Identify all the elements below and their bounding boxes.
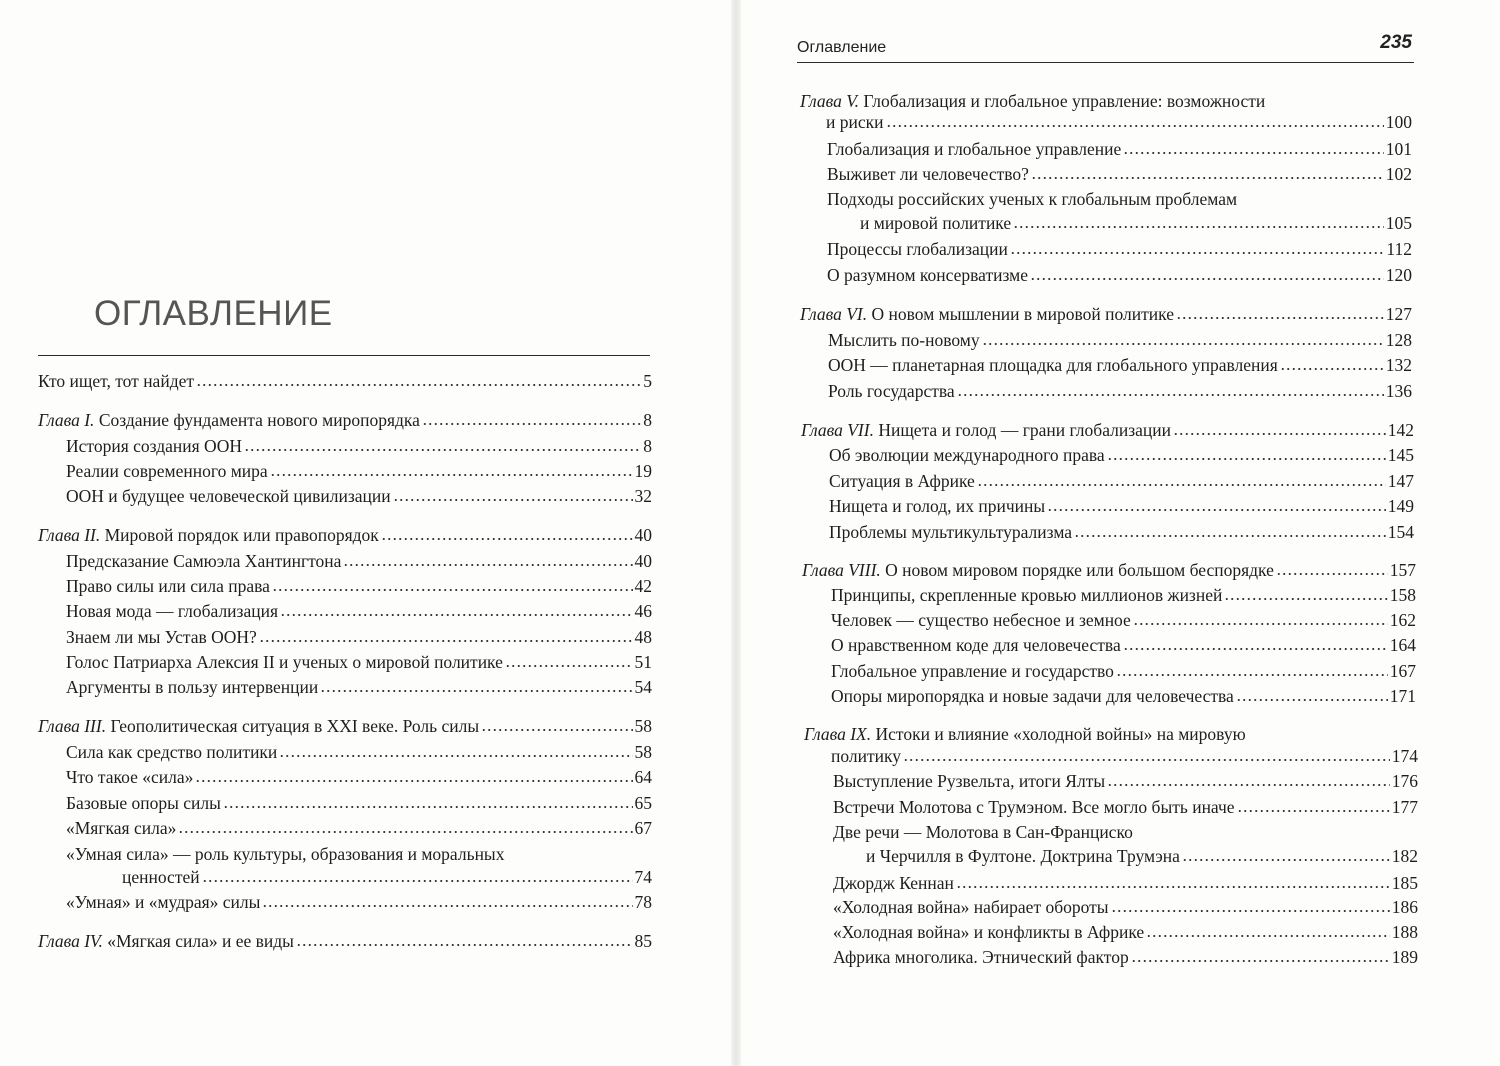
toc-entry <box>66 792 652 814</box>
toc-entry <box>833 770 1418 792</box>
toc-entry-page: 105 <box>1385 213 1412 233</box>
dot-leader <box>196 383 641 387</box>
toc-entry-page: 48 <box>634 627 652 647</box>
toc-entry-title: О нравственном коде для человечества <box>831 635 1121 655</box>
dot-leader <box>1133 622 1388 626</box>
toc-entry <box>831 634 1416 656</box>
toc-entry-page: 142 <box>1387 420 1414 440</box>
dot-leader <box>422 422 641 426</box>
toc-chapter-entry <box>831 745 1418 767</box>
toc-entry-title: Реалии современного мира <box>66 461 268 481</box>
dot-leader <box>1030 277 1384 281</box>
toc-entry-title <box>38 930 294 952</box>
toc-entry <box>829 521 1414 543</box>
toc-entry-page: 149 <box>1387 496 1414 516</box>
chapter-label: Глава III. <box>38 716 107 736</box>
toc-entry-page: 177 <box>1391 797 1418 817</box>
toc-entry-page: 171 <box>1389 686 1416 706</box>
toc-entry-page: 65 <box>634 793 652 813</box>
toc-entry-title: и Черчилля в Фултоне. Доктрина Трумэна <box>866 846 1180 866</box>
dot-leader <box>1173 432 1386 436</box>
toc-entry-title <box>38 524 379 546</box>
dot-leader <box>1146 934 1390 938</box>
toc-entry-page: 40 <box>634 551 652 571</box>
toc-entry-title: Что такое «сила» <box>66 767 194 787</box>
toc-entry-title: Голос Патриарха Алексия II и ученых о мировой политике <box>66 652 503 672</box>
toc-entry <box>828 354 1412 376</box>
toc-entry <box>66 575 652 597</box>
toc-entry-title <box>801 419 1171 441</box>
toc-entry-title: и мировой политике <box>860 213 1012 233</box>
toc-entry-page: 189 <box>1391 947 1418 967</box>
dot-leader <box>279 754 632 758</box>
chapter-title: «Мягкая сила» и ее виды <box>102 931 294 951</box>
toc-entry-page: 64 <box>634 767 652 787</box>
dot-leader <box>1031 176 1384 180</box>
toc-entry-page: 46 <box>634 601 652 621</box>
toc-entry-page: 32 <box>634 486 652 506</box>
toc-entry-title: Мыслить по-новому <box>828 330 980 350</box>
toc-entry-title: О разумном консерватизме <box>827 265 1028 285</box>
toc-entry-title: Встречи Молотова с Трумэном. Все могло быть иначе <box>833 797 1235 817</box>
toc-entry-title: ценностей <box>122 867 200 887</box>
toc-entry-page: 102 <box>1385 164 1412 184</box>
toc-entry-page: 185 <box>1391 873 1418 893</box>
dot-leader <box>1237 809 1390 813</box>
dot-leader <box>270 473 633 477</box>
running-head-title: Оглавление <box>797 39 887 56</box>
toc-entry-title: Право силы или сила права <box>66 576 270 596</box>
dot-leader <box>957 393 1384 397</box>
toc-entry-title: Новая мода — глобализация <box>66 601 279 621</box>
chapter-title: Нищета и голод — грани глобализации <box>873 420 1171 440</box>
toc-entry-page: 101 <box>1385 139 1412 159</box>
dot-leader <box>1123 647 1388 651</box>
dot-leader <box>977 483 1386 487</box>
chapter-label: Глава I. <box>38 410 95 430</box>
chapter-label: Глава IX. <box>804 724 872 744</box>
left-page <box>0 0 731 1066</box>
toc-entry-page: 58 <box>634 742 652 762</box>
toc-entry-page: 78 <box>634 892 652 912</box>
toc-entry-page: 5 <box>643 371 652 391</box>
toc-entry <box>828 329 1412 351</box>
dot-leader <box>1176 316 1384 320</box>
toc-entry-title: Сила как средство политики <box>66 742 278 762</box>
toc-entry-page: 154 <box>1387 522 1414 542</box>
toc-entry <box>827 238 1412 260</box>
toc-entry-title: Нищета и голод, их причины <box>829 496 1046 516</box>
toc-chapter-entry <box>801 419 1414 441</box>
toc-entry <box>833 921 1418 943</box>
dot-leader <box>956 885 1390 889</box>
toc-entry-page: 182 <box>1391 846 1418 866</box>
toc-entry-title: Глобальное управление и государство <box>831 661 1114 681</box>
chapter-label: Глава II. <box>38 525 101 545</box>
toc-entry <box>66 676 652 698</box>
chapter-title: Создание фундамента нового миропорядка <box>94 410 420 430</box>
dot-leader <box>982 342 1384 346</box>
dot-leader <box>259 639 633 643</box>
toc-entry-title: Африка многолика. Этнический фактор <box>833 947 1129 967</box>
toc-entry-title: Принципы, скрепленные кровью миллионов жизней <box>831 585 1223 605</box>
toc-entry <box>831 685 1416 707</box>
toc-entry <box>831 660 1416 682</box>
toc-entry-page: 132 <box>1385 355 1412 375</box>
toc-entry <box>66 741 652 763</box>
toc-entry-first-line: Подходы российских ученых к глобальным проблемам <box>827 189 1238 209</box>
toc-entry-page: 176 <box>1391 771 1418 791</box>
chapter-label: Глава VII. <box>801 420 874 440</box>
chapter-title-first-line: Истоки и влияние «холодной войны» на мировую <box>871 724 1246 744</box>
dot-leader <box>1123 151 1384 155</box>
toc-entry-page: 51 <box>634 652 652 672</box>
toc-entry <box>829 495 1414 517</box>
dot-leader <box>296 943 633 947</box>
dot-leader <box>1236 698 1388 702</box>
toc-entry-first-line: Две речи — Молотова в Сан-Франциско <box>833 822 1133 842</box>
toc-entry <box>66 435 652 457</box>
chapter-title: О новом мышлении в мировой политике <box>867 304 1174 324</box>
dot-leader <box>1111 909 1390 913</box>
toc-entry-page: 145 <box>1387 445 1414 465</box>
dot-leader <box>505 664 633 668</box>
chapter-label: Глава IV. <box>38 931 103 951</box>
toc-chapter-first-line <box>804 723 1246 745</box>
dot-leader <box>272 588 633 592</box>
dot-leader <box>481 728 632 732</box>
toc-entry-page: 100 <box>1385 112 1412 132</box>
dot-leader <box>262 904 632 908</box>
heading-rule <box>38 355 650 356</box>
toc-entry-title: «Холодная война» набирает обороты <box>833 897 1109 917</box>
dot-leader <box>1013 225 1384 229</box>
toc-entry <box>66 651 652 673</box>
toc-entry-page: 157 <box>1389 560 1416 580</box>
toc-entry-page: 19 <box>634 461 652 481</box>
toc-entry-page: 40 <box>634 525 652 545</box>
chapter-title-first-line: Глобализация и глобальное управление: возможности <box>859 91 1266 111</box>
toc-entry-title: Проблемы мультикультурализма <box>829 522 1073 542</box>
toc-chapter-entry <box>826 111 1412 133</box>
toc-chapter-entry <box>38 524 652 546</box>
chapter-label: Глава VIII. <box>802 560 881 580</box>
toc-entry <box>831 584 1416 606</box>
toc-heading: ОГЛАВЛЕНИЕ <box>94 294 333 333</box>
toc-entry-title: Об эволюции международного права <box>829 445 1105 465</box>
dot-leader <box>381 537 633 541</box>
toc-entry-title: Кто ищет, тот найдет <box>38 371 195 391</box>
toc-entry <box>860 212 1412 234</box>
dot-leader <box>1116 673 1388 677</box>
dot-leader <box>1107 783 1390 787</box>
toc-entry-title: Опоры миропорядка и новые задачи для человечества <box>831 686 1234 706</box>
running-head <box>797 26 1414 63</box>
toc-entry-title: «Мягкая сила» <box>66 818 177 838</box>
toc-entry-title: История создания ООН <box>66 436 242 456</box>
dot-leader <box>178 830 632 834</box>
toc-entry-title: Роль государства <box>828 381 955 401</box>
toc-chapter-entry <box>800 303 1412 325</box>
toc-entry-title <box>38 715 479 737</box>
toc-entry-title: Человек — существо небесное и земное <box>831 610 1131 630</box>
toc-entry-title: Выступление Рузвельта, итоги Ялты <box>833 771 1106 791</box>
chapter-title: О новом мировом порядке или большом беспорядке <box>880 560 1274 580</box>
toc-entry <box>66 485 652 507</box>
toc-entry-page: 167 <box>1389 661 1416 681</box>
toc-chapter-entry <box>38 409 652 431</box>
toc-entry-page: 58 <box>634 716 652 736</box>
toc-entry-title: «Холодная война» и конфликты в Африке <box>833 922 1145 942</box>
dot-leader <box>1010 251 1385 255</box>
toc-entry <box>66 550 652 572</box>
toc-entry-page: 158 <box>1389 585 1416 605</box>
toc-entry-title <box>802 559 1274 581</box>
toc-entry <box>122 866 652 888</box>
toc-entry-page: 147 <box>1387 471 1414 491</box>
toc-entry-page: 8 <box>643 410 652 430</box>
dot-leader <box>280 613 632 617</box>
toc-entry-page: 67 <box>634 818 652 838</box>
toc-entry <box>829 470 1414 492</box>
toc-entry <box>38 370 652 392</box>
toc-entry-page: 54 <box>634 677 652 697</box>
toc-entry-title: Базовые опоры силы <box>66 793 221 813</box>
toc-entry-title: Аргументы в пользу интервенции <box>66 677 319 697</box>
toc-entry <box>827 138 1412 160</box>
toc-entry-title: Предсказание Самюэла Хантингтона <box>66 551 342 571</box>
toc-entry-title: Глобализация и глобальное управление <box>827 139 1122 159</box>
toc-entry <box>66 600 652 622</box>
toc-entry-page: 85 <box>634 931 652 951</box>
toc-chapter-entry <box>38 930 652 952</box>
toc-entry-title <box>800 303 1174 325</box>
toc-entry-title <box>38 409 420 431</box>
dot-leader <box>202 879 633 883</box>
dot-leader <box>343 563 632 567</box>
toc-entry-title: и риски <box>826 112 884 132</box>
toc-entry <box>833 796 1418 818</box>
toc-entry-title: Джордж Кеннан <box>833 873 954 893</box>
dot-leader <box>320 689 632 693</box>
toc-entry-page: 162 <box>1389 610 1416 630</box>
dot-leader <box>1131 959 1390 963</box>
dot-leader <box>1182 858 1390 862</box>
toc-entry <box>866 845 1418 867</box>
toc-entry-page: 188 <box>1391 922 1418 942</box>
toc-entry <box>66 766 652 788</box>
toc-entry-title: «Умная» и «мудрая» силы <box>66 892 261 912</box>
toc-entry <box>66 626 652 648</box>
toc-entry-title: ООН и будущее человеческой цивилизации <box>66 486 391 506</box>
toc-entry-page: 186 <box>1391 897 1418 917</box>
toc-entry <box>831 609 1416 631</box>
toc-entry-page: 74 <box>634 867 652 887</box>
toc-entry <box>833 946 1418 968</box>
toc-entry <box>833 872 1418 894</box>
dot-leader <box>244 448 641 452</box>
toc-entry-page: 8 <box>643 436 652 456</box>
chapter-label: Глава V. <box>800 91 860 111</box>
toc-entry-page: 42 <box>634 576 652 596</box>
toc-entry <box>827 264 1412 286</box>
toc-entry <box>833 896 1418 918</box>
dot-leader <box>903 758 1390 762</box>
dot-leader <box>886 124 1384 128</box>
toc-entry-title: Ситуация в Африке <box>829 471 975 491</box>
toc-chapter-entry <box>802 559 1416 581</box>
dot-leader <box>1224 597 1387 601</box>
chapter-label: Глава VI. <box>800 304 868 324</box>
toc-chapter-entry <box>38 715 652 737</box>
toc-entry <box>66 817 652 839</box>
toc-entry <box>66 460 652 482</box>
toc-entry-page: 136 <box>1385 381 1412 401</box>
chapter-title: Геополитическая ситуация в XXI веке. Роль силы <box>106 716 480 736</box>
dot-leader <box>1276 572 1388 576</box>
toc-entry <box>829 444 1414 466</box>
toc-entry-first-line: «Умная сила» — роль культуры, образования и моральных <box>66 844 505 864</box>
toc-entry-page: 128 <box>1385 330 1412 350</box>
dot-leader <box>393 498 633 502</box>
toc-entry-title: Процессы глобализации <box>827 239 1008 259</box>
dot-leader <box>1280 367 1384 371</box>
toc-entry-page: 174 <box>1391 746 1418 766</box>
book-gutter <box>731 0 741 1066</box>
toc-entry-page: 120 <box>1385 265 1412 285</box>
dot-leader <box>1074 534 1386 538</box>
page-number: 235 <box>1380 32 1412 53</box>
toc-entry-title: политику <box>831 746 901 766</box>
toc-entry-title: ООН — планетарная площадка для глобального управления <box>828 355 1278 375</box>
chapter-title: Мировой порядок или правопорядок <box>100 525 379 545</box>
dot-leader <box>223 805 633 809</box>
toc-entry-title: Выживет ли человечество? <box>827 164 1029 184</box>
toc-entry-page: 164 <box>1389 635 1416 655</box>
toc-chapter-first-line <box>800 90 1265 112</box>
dot-leader <box>1107 457 1386 461</box>
toc-entry <box>66 891 652 913</box>
toc-entry <box>827 163 1412 185</box>
toc-entry-title: Знаем ли мы Устав ООН? <box>66 627 257 647</box>
dot-leader <box>1047 508 1386 512</box>
toc-entry-page: 127 <box>1385 304 1412 324</box>
toc-entry <box>828 380 1412 402</box>
toc-entry-page: 112 <box>1386 239 1412 259</box>
dot-leader <box>195 779 632 783</box>
